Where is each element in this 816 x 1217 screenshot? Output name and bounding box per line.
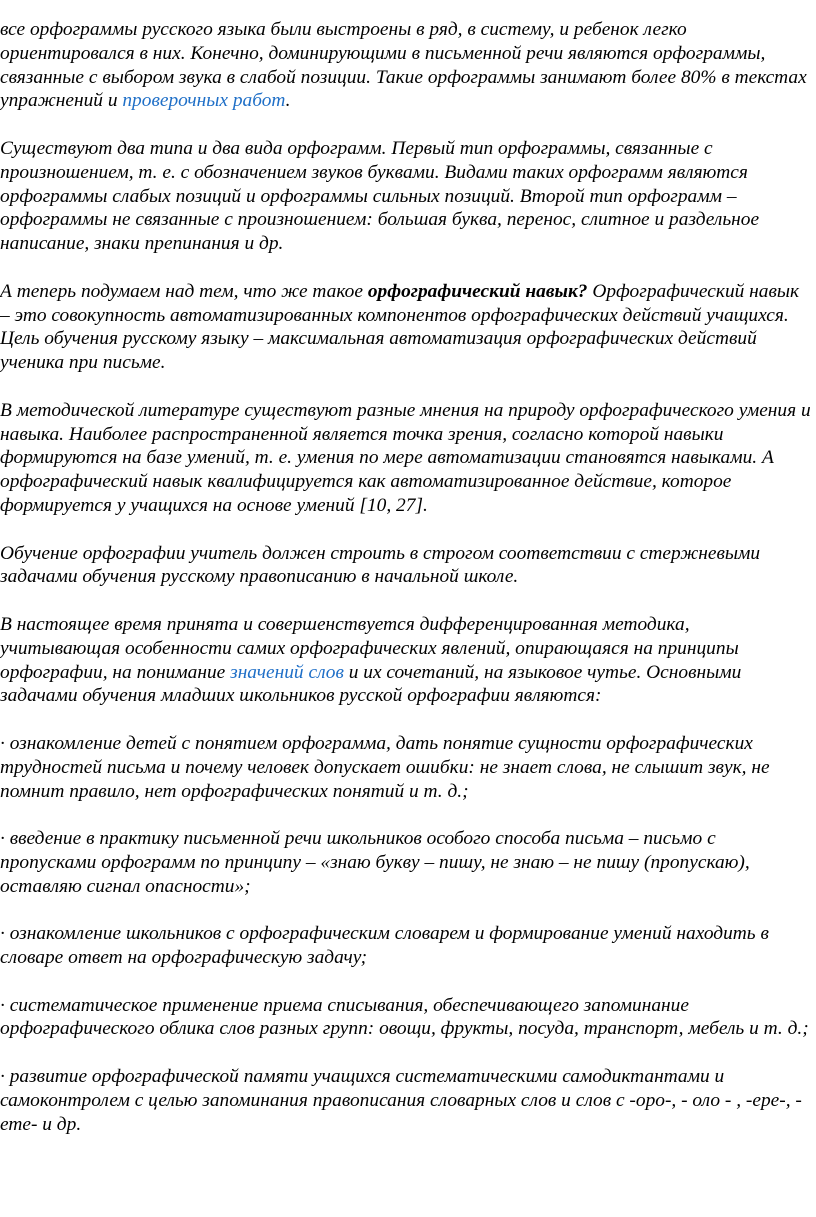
paragraph-1-text-end: . bbox=[285, 90, 291, 112]
paragraph-6 bbox=[0, 613, 812, 708]
list-item: · развитие орфографической памяти учащихся систематическими самодиктантами и самоконтролем с целью запоминания правописания словарных слов и слов с -оро-, - оло - , -ере-, - ете- и др. bbox=[0, 1066, 802, 1135]
list-item: · ознакомление детей с понятием орфограмма, дать понятие сущности орфографических трудностей письма и почему человек допускает ошибки: не знает слова, не слышит звук, не помнит правило, нет орфографических понятий и т. д.; bbox=[0, 732, 770, 802]
link-znacheniy-slov[interactable]: значений слов bbox=[230, 661, 344, 683]
paragraph-4: В методической литературе существуют разные мнения на природу орфографического умения и навыка. Наиболее распространенной является точка зрения, согласно которой навыки формируются на базе умений, т. е. умения по мере автоматизации становятся навыками. А орфографический навык квалифицируется как автоматизированное действие, которое формируется у учащихся на основе умений [10, 27]. bbox=[0, 399, 811, 516]
paragraph-2: Существуют два типа и два вида орфограмм. Первый тип орфограммы, связанные с произношением, т. е. с обозначением звуков буквами. Видами таких орфограмм являются орфограммы слабых позиций и орфограммы сильных позиций. Второй тип орфограмм – орфограммы не связанные с произношением: большая буква, перенос, слитное и раздельное написание, знаки препинания и др. bbox=[0, 137, 760, 255]
paragraph-6-text-start: В настоящее время принята и совершенствуется дифференцированная методика, учитывающая особенности самих орфографических явлений, опирающаяся на принципы орфографии, на понимание bbox=[0, 613, 739, 683]
list-item: · систематическое применение приема списывания, обеспечивающего запоминание орфографического облика слов разных групп: овощи, фрукты, посуда, транспорт, мебель и т. д.; bbox=[0, 994, 809, 1040]
paragraph-5: Обучение орфографии учитель должен строить в строгом соответствии с стержневыми задачами обучения русскому правописанию в начальной школе. bbox=[0, 542, 761, 588]
paragraph-6-text-end: и их сочетаний, на языковое чутье. Основными задачами обучения младших школьников русской орфографии являются: bbox=[0, 661, 742, 707]
paragraph-3 bbox=[0, 280, 812, 375]
paragraph-1 bbox=[0, 18, 812, 113]
paragraph-1-text-start: все орфограммы русского языка были выстроены в ряд, в систему, и ребенок легко ориентировался в них. Конечно, доминирующими в письменной речи являются орфограммы, связанные с выбором звука в слабой позиции. Такие орфограммы занимают более 80% в текстах упражнений и bbox=[0, 19, 807, 112]
bold-term-orfograficheskiy-navyk: орфографический навык? bbox=[367, 280, 588, 302]
document-body bbox=[0, 18, 812, 1160]
link-proverochnyh-rabot[interactable]: проверочных работ bbox=[122, 90, 286, 112]
list-item: · введение в практику письменной речи школьников особого способа письма – письмо с пропусками орфограмм по принципу – «знаю букву – пишу, не знаю – не пишу (пропускаю), оставляю сигнал опасности»; bbox=[0, 828, 750, 897]
paragraph-3-text-start: А теперь подумаем над тем, что же такое bbox=[0, 280, 368, 302]
list-item: · ознакомление школьников с орфографическим словарем и формирование умений находить в словаре ответ на орфографическую задачу; bbox=[0, 923, 769, 969]
paragraph-3-text-end: Орфографический навык – это совокупность автоматизированных компонентов орфографических действий учащихся. Цель обучения русскому языку – максимальная автоматизация орфографических действий ученика при письме. bbox=[0, 280, 800, 374]
